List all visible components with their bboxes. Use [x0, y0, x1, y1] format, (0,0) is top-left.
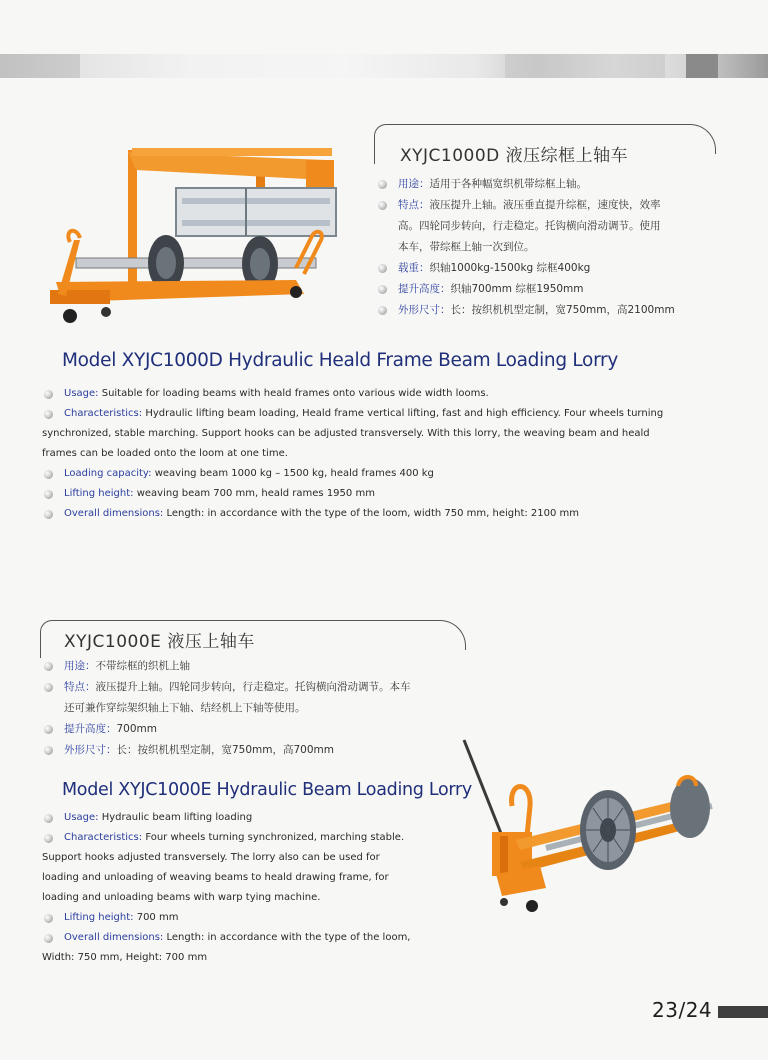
bullet-icon [44, 662, 53, 671]
list-item: Characteristics: Four wheels turning synchronized, marching stable. [42, 828, 452, 848]
bullet-icon [378, 306, 387, 315]
bullet-icon [378, 264, 387, 273]
bullet-icon [44, 725, 53, 734]
hydraulic-heald-frame-lorry-illustration [36, 140, 372, 330]
bullet-icon [44, 510, 53, 519]
product1-cn-spec-list [376, 174, 716, 321]
list-item-continuation: loading and unloading beams with warp tying machine. [42, 892, 321, 903]
bullet-icon [378, 180, 387, 189]
list-item-continuation: synchronized, stable marching. Support hooks can be adjusted transversely. With this lorry, the weaving beam and heald [42, 428, 650, 439]
title-frame-curve [682, 124, 716, 154]
bullet-icon [44, 814, 53, 823]
bullet-icon [44, 834, 53, 843]
list-item-continuation: Support hooks adjusted transversely. The lorry also can be used for [42, 852, 380, 863]
list-item: Characteristics: Hydraulic lifting beam loading, Heald frame vertical lifting, fast and high efficiency. Four wheels turning [42, 404, 732, 424]
product2-image [456, 736, 718, 916]
product1-image [36, 140, 372, 330]
header-band-block [505, 54, 665, 78]
list-item: 载重：织轴1000kg-1500kg 综框400kg [376, 258, 716, 279]
header-band-block [686, 54, 718, 78]
bullet-icon [44, 390, 53, 399]
list-item-continuation: Width: 750 mm, Height: 700 mm [42, 952, 208, 963]
list-item-continuation: frames can be loaded onto the loom at one time. [42, 448, 288, 459]
bullet-icon [44, 683, 53, 692]
product2-en-title: Model XYJC1000E Hydraulic Beam Loading Lorry [62, 780, 472, 800]
list-item-continuation: 本车，带综框上轴一次到位。 [398, 241, 535, 253]
list-item: 外形尺寸：长：按织机机型定制，宽750mm，高2100mm [376, 300, 716, 321]
list-item: Loading capacity: weaving beam 1000 kg – 1500 kg, heald frames 400 kg [42, 464, 732, 484]
list-item: 用途：不带综框的织机上轴 [42, 656, 462, 677]
list-item: Lifting height: 700 mm [42, 908, 452, 928]
product2-cn-spec-list [42, 656, 462, 761]
product1-cn-title: XYJC1000D 液压综框上轴车 [400, 146, 629, 166]
list-item: Overall dimensions: Length: in accordance with the type of the loom, [42, 928, 452, 948]
list-item: Usage: Hydraulic beam lifting loading [42, 808, 452, 828]
header-band-block [0, 54, 80, 78]
list-item: Lifting height: weaving beam 700 mm, heald rames 1950 mm [42, 484, 732, 504]
list-item: 特点：液压提升上轴。液压垂直提升综框，速度快，效率 [376, 195, 716, 216]
bullet-icon [44, 490, 53, 499]
list-item-continuation: loading and unloading of weaving beams to heald drawing frame, for [42, 872, 389, 883]
list-item: 用途：适用于各种幅宽织机带综框上轴。 [376, 174, 716, 195]
list-item: 外形尺寸：长：按织机机型定制，宽750mm，高700mm [42, 740, 462, 761]
page-number-bar [718, 1006, 768, 1018]
bullet-icon [378, 201, 387, 210]
product2-cn-title: XYJC1000E 液压上轴车 [64, 632, 255, 652]
bullet-icon [44, 934, 53, 943]
list-item: 提升高度：700mm [42, 719, 462, 740]
list-item-continuation: 还可兼作穿综架织轴上下轴、结经机上下轴等使用。 [64, 702, 306, 714]
bullet-icon [44, 746, 53, 755]
bullet-icon [378, 285, 387, 294]
hydraulic-beam-lorry-illustration [456, 736, 718, 916]
product2-en-spec-list [42, 808, 452, 968]
list-item: Overall dimensions: Length: in accordance with the type of the loom, width 750 mm, height: 2100 mm [42, 504, 732, 524]
page-number: 23/24 [652, 998, 713, 1022]
list-item-continuation: 高。四轮同步转向，行走稳定。托钩横向滑动调节。使用 [398, 220, 661, 232]
title-frame-curve [432, 620, 466, 650]
list-item: 提升高度：织轴700mm 综框1950mm [376, 279, 716, 300]
bullet-icon [44, 914, 53, 923]
product1-en-spec-list [42, 384, 732, 524]
bullet-icon [44, 470, 53, 479]
bullet-icon [44, 410, 53, 419]
list-item: Usage: Suitable for loading beams with heald frames onto various wide width looms. [42, 384, 732, 404]
list-item: 特点：液压提升上轴。四轮同步转向，行走稳定。托钩横向滑动调节。本车 [42, 677, 462, 698]
product1-en-title: Model XYJC1000D Hydraulic Heald Frame Beam Loading Lorry [62, 350, 619, 371]
header-band [0, 54, 768, 78]
